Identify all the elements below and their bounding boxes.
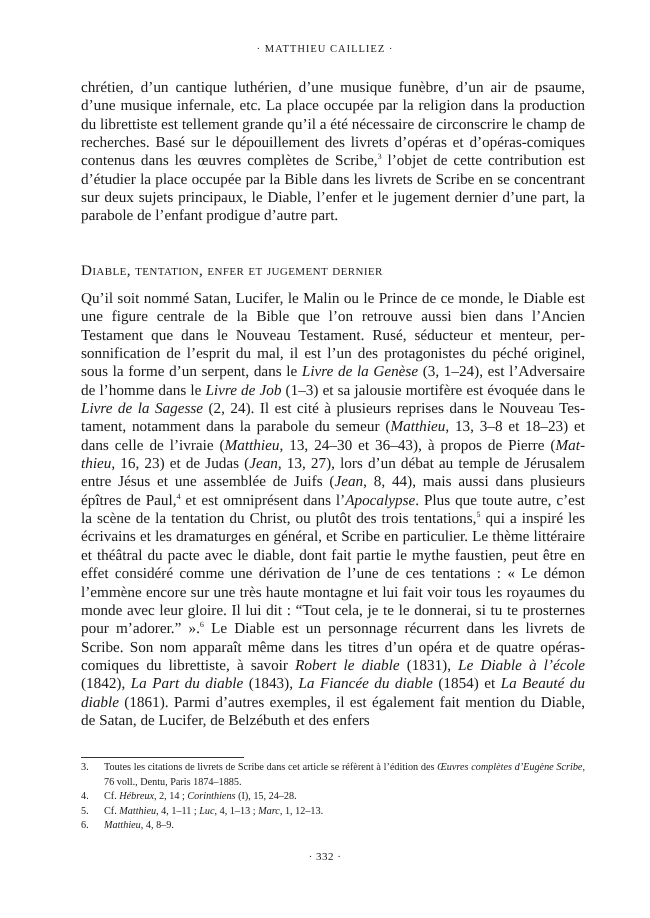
- body-paragraph-1: [81, 79, 585, 226]
- text-run: , 2, 14 ;: [153, 791, 188, 803]
- italic-text: La Part du diable: [130, 675, 244, 693]
- footnote-3: [81, 761, 585, 790]
- italic-text: Livre de la Sagesse: [81, 400, 204, 418]
- italic-text: Matthieu: [104, 820, 141, 832]
- text-run: (1842),: [81, 675, 131, 693]
- footnote-number: 4.: [81, 791, 89, 803]
- italic-text: Matthieu: [390, 418, 446, 436]
- italic-text: Matthieu: [81, 436, 585, 473]
- text-run: Qu’il soit nommé Satan, Lucifer, le Malin ou le Prince de ce monde, le Diable est une figure centrale de la Bible que l’on retrouve aussi bien dans l’Ancien Testament que dans le Nouveau Testament. Rusé, séducteur et menteur, personnification de l’esprit du mal, il est l’un des protagonistes du péché originel, sous la forme d’un serpent, dans le: [81, 290, 585, 381]
- text-run: Cf.: [104, 791, 120, 803]
- text-run: , 4, 8–9.: [140, 820, 174, 832]
- italic-text: Corinthiens: [187, 791, 236, 803]
- footnote-5: [81, 805, 585, 820]
- text-run: , 1, 12–13.: [279, 805, 324, 817]
- italic-text: Luc: [199, 805, 215, 817]
- italic-text: Apocalypse: [345, 491, 416, 509]
- text-run: (2, 24). Il est cité à plusieurs reprises dans le Nouveau Testament, notamment dans la parabole du semeur (: [81, 400, 585, 436]
- text-run: qui a inspiré les écrivains et les dramaturges en général, et Scribe en particulier. Le thème littéraire et théâtral du pacte avec le diable, dont fait partie le mythe faustien, peut être en effet considéré comme une dérivation de l’une de ces tentations : « Le démon l’emmène encore sur une très haute montagne et lui fait voir tous les royaumes du monde avec leur gloire. Il lui dit : “Tout cela, je te le donnerai, si tu te prosternes pour m’adorer.” ».: [81, 510, 586, 638]
- footnote-number: 6.: [81, 820, 89, 832]
- text-run: (1854) et: [432, 675, 501, 693]
- footnote-marker: 6: [199, 620, 204, 630]
- footnote-marker: 4: [176, 491, 181, 501]
- footnote-number: 5.: [81, 805, 89, 817]
- text-run: , 76 voll., Dentu, Paris 1874–1885.: [104, 762, 585, 788]
- section-heading: Diable, tentation, enfer et jugement dernier: [81, 262, 383, 279]
- footnote-number: 3.: [81, 762, 89, 773]
- italic-text: Le Diable à l’école: [458, 656, 585, 674]
- text-run: (1843),: [243, 675, 299, 693]
- text-run: , 13, 3–8 et 18–23) et dans celle de l’ivraie (: [81, 418, 586, 454]
- footnotes: [81, 761, 585, 834]
- footnote-6: [81, 819, 585, 834]
- text-run: , 16, 23) et de Judas (: [111, 455, 250, 473]
- italic-text: La Fiancée du diable: [298, 675, 433, 693]
- text-run: l’objet de cette contribution est d’étudier la place occupée par la Bible dans les livrets de Scribe en se concentrant sur deux sujets principaux, le Diable, l’enfer et le jugement dernier d’une part, la parabole de l’enfant prodigue d’autre part.: [81, 152, 585, 225]
- text-run: , 4, 1–13 ;: [214, 805, 259, 817]
- footnote-text: [104, 790, 585, 805]
- italic-text: Matthieu: [119, 805, 157, 817]
- italic-text: Marc: [258, 805, 280, 817]
- running-head: · MATTHIEU CAILLIEZ ·: [256, 44, 394, 55]
- page-number: · 332 ·: [308, 851, 342, 863]
- italic-text: Œuvres complètes d’Eugène Scribe: [437, 762, 583, 773]
- italic-text: Livre de Job: [205, 381, 282, 399]
- text-run: , 13, 27), lors d’un débat au temple de Jérusalem entre Jésus et une assemblée de Juifs (: [81, 455, 585, 491]
- footnote-text: [104, 805, 585, 820]
- text-run: . Plus que toute autre, c’est la scène de la tentation du Christ, ou plutôt des trois tentations,: [81, 491, 585, 528]
- footnote-marker: 5: [476, 510, 481, 520]
- body-paragraph-2: [81, 290, 585, 730]
- italic-text: Jean: [249, 455, 278, 473]
- footnote-4: [81, 790, 585, 805]
- footnote-rule: [81, 757, 244, 758]
- text-run: , 4, 1–11 ;: [156, 805, 200, 817]
- footnote-text: [104, 761, 585, 790]
- text-run: Le Diable est un personnage récurrent dans les livrets de Scribe. Son nom apparaît même dans les titres d’un opéra et de quatre opéras-comiques du librettiste, à savoir: [81, 620, 585, 674]
- text-run: (1831),: [399, 656, 459, 674]
- text-run: Toutes les citations de livrets de Scribe dans cet article se réfèrent à l’édition des: [104, 762, 438, 773]
- text-run: , 8, 44), mais aussi dans plusieurs épîtres de Paul,: [81, 473, 585, 509]
- text-run: chrétien, d’un cantique luthérien, d’une musique funèbre, d’un air de psaume, d’une musique infernale, etc. La place occupée par la religion dans la production du librettiste est tellement grande qu’il a été nécessaire de circonscrire le champ de recherches. Basé sur le dépouillement des livrets d’opéras et d’opéras-comiques contenus dans les œuvres complètes de Scribe,: [81, 79, 585, 170]
- text-run: (I), 15, 24–28.: [235, 791, 297, 803]
- italic-text: Matthieu: [224, 436, 280, 454]
- text-run: (3, 1–24), est l’Adversaire de l’homme dans le: [81, 363, 586, 399]
- text-run: , 13, 24–30 et 36–43), à propos de Pierre (: [279, 436, 556, 454]
- italic-text: Jean: [334, 473, 364, 491]
- italic-text: La Beauté du diable: [81, 675, 585, 711]
- text-run: (1–3) et sa jalousie mortifère est évoquée dans le: [281, 381, 586, 399]
- text-run: (1861). Parmi d’autres exemples, il est également fait mention du Diable, de Satan, de Lucifer, de Belzébuth et des enfers: [81, 693, 585, 729]
- text-run: et est omniprésent dans l’: [180, 491, 346, 509]
- italic-text: Robert le diable: [295, 656, 400, 674]
- text-run: Cf.: [104, 805, 120, 817]
- italic-text: Livre de la Genèse: [301, 363, 419, 381]
- footnote-text: [104, 819, 585, 834]
- italic-text: Hébreux: [119, 791, 154, 803]
- footnote-marker: 3: [377, 152, 382, 162]
